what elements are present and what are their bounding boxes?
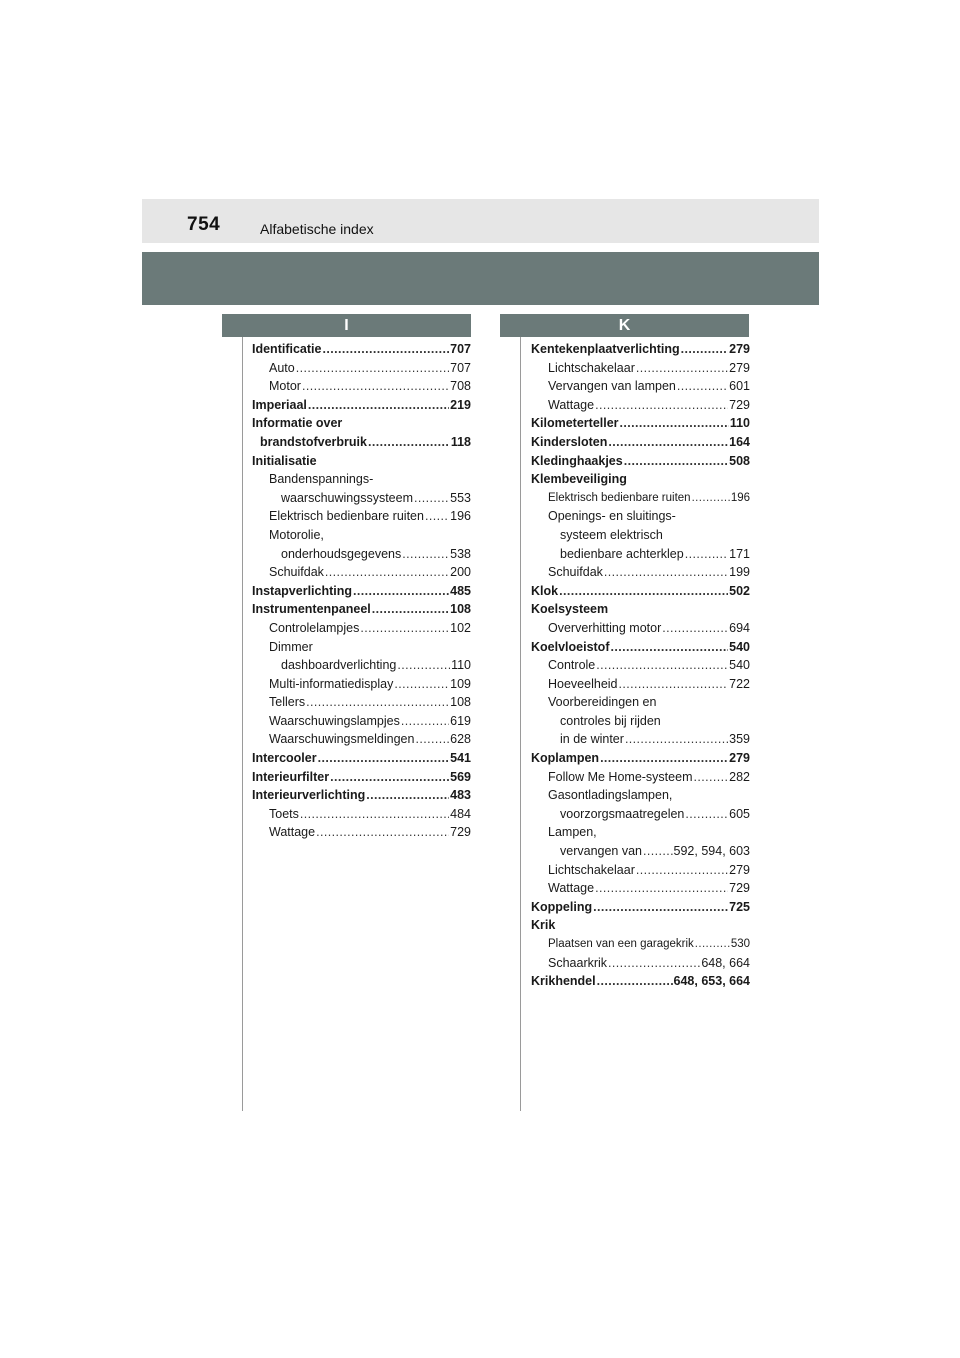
index-term: brandstofverbruik [260,434,367,449]
dot-leader [685,805,728,824]
page-reference: 538 [450,546,471,561]
page-reference: 648, 664 [701,955,750,970]
index-term: Motor [269,379,301,394]
dot-leader [368,433,450,452]
index-term: waarschuwingssysteem [281,490,413,505]
index-term: Instrumentenpaneel [252,602,371,617]
page-reference: 708 [450,379,471,394]
index-entry [531,414,750,433]
index-entry [531,600,750,619]
index-column-k [531,340,750,991]
dot-leader [604,563,728,582]
index-entry [531,656,750,675]
page-reference: 279 [729,342,750,356]
index-term: bedienbare achterklep [560,546,684,561]
dot-leader [372,600,449,619]
page-reference: 110 [451,658,471,673]
page-reference: 485 [450,583,471,598]
index-entry [531,935,750,954]
index-entry [531,563,750,582]
dot-leader [316,823,449,842]
index-term: Voorbereidingen en [548,695,657,710]
index-term: Vervangen van lampen [548,379,676,394]
index-entry [252,823,471,842]
page-reference: 729 [450,825,471,840]
index-term: Identificatie [252,342,322,356]
page-reference: 729 [729,881,750,896]
index-term: dashboardverlichting [281,658,397,673]
index-term: Bandenspannings- [269,472,374,487]
dot-leader [322,340,449,359]
dot-leader [608,433,728,452]
page-reference: 707 [450,360,471,375]
index-entry [252,712,471,731]
index-term: Oververhitting motor [548,620,662,635]
index-entry [531,526,750,545]
page-reference: 108 [450,695,471,710]
index-term: Instapverlichting [252,583,353,598]
page-reference: 164 [729,434,750,449]
index-entry [252,452,471,471]
page-reference: 200 [450,565,471,580]
page-reference: 110 [729,416,750,431]
index-term: Follow Me Home-systeem [548,769,693,784]
index-term: Multi-informatiedisplay [269,676,394,691]
dot-leader [366,786,449,805]
index-entry [531,433,750,452]
dot-leader [593,898,728,917]
index-column-i [252,340,471,842]
page-reference: 118 [450,434,471,449]
index-term: Controle [548,658,596,673]
index-term: Wattage [269,825,316,840]
index-entry [531,507,750,526]
index-term: Elektrisch bedienbare ruiten [548,491,691,504]
page-reference: 171 [729,546,750,561]
dot-leader [685,545,728,564]
page-reference: 601 [729,379,750,394]
index-term: Waarschuwingslampjes [269,713,400,728]
index-entry [531,861,750,880]
index-entry [252,433,471,452]
dot-leader [402,545,449,564]
column-divider-right [520,337,521,1111]
index-entry [252,693,471,712]
page-reference: 219 [450,397,471,412]
dot-leader [695,935,730,954]
index-term: systeem elektrisch [560,527,663,542]
index-term: Elektrisch bedienbare ruiten [269,509,424,524]
index-term: Kledinghaakjes [531,453,623,468]
index-term: Lampen, [548,825,597,840]
index-entry [252,656,471,675]
page-reference: 628 [450,732,471,747]
page-reference: 484 [450,806,471,821]
index-entry [531,954,750,973]
page-reference: 648, 653, 664 [673,974,750,989]
index-entry [531,972,750,991]
dot-leader [611,638,729,657]
index-term: controles bij rijden [560,713,661,728]
dot-leader [595,396,728,415]
index-term: Lichtschakelaar [548,360,635,375]
index-entry [252,359,471,378]
page-reference: 279 [729,751,750,766]
index-entry [531,470,750,489]
page-reference: 279 [729,862,750,877]
index-term: Klok [531,583,559,598]
dot-leader [302,377,449,396]
dot-leader [308,396,449,415]
index-entry [531,879,750,898]
index-entry [531,396,750,415]
dot-leader [595,879,728,898]
index-entry [531,545,750,564]
index-entry [531,749,750,768]
index-term: Controlelampjes [269,620,360,635]
index-entry [252,489,471,508]
page-reference: 502 [729,583,750,598]
page-reference: 109 [450,676,471,691]
index-term: in de winter [560,732,624,747]
index-term: Wattage [548,881,595,896]
index-term: Initialisatie [252,453,317,468]
dot-leader [414,489,449,508]
index-term: Koppeling [531,899,593,914]
dot-leader [559,582,728,601]
dot-leader [330,768,449,787]
index-entry [252,563,471,582]
page-reference: 359 [729,732,750,747]
dot-leader [415,730,449,749]
index-term: vervangen van [560,844,643,859]
dot-leader [296,359,449,378]
index-term: Toets [269,806,299,821]
page-reference: 540 [729,658,750,673]
index-term: Hoeveelheid [548,676,618,691]
dot-leader [353,582,449,601]
index-term: Schuifdak [548,565,603,580]
page-reference: 508 [729,453,750,468]
page-reference: 108 [450,602,471,617]
index-entry [531,693,750,712]
index-entry [252,340,471,359]
index-entry [252,805,471,824]
page-reference: 707 [450,342,471,356]
index-entry [252,675,471,694]
index-entry [531,377,750,396]
index-entry [531,805,750,824]
index-term: Krikhendel [531,974,596,989]
index-entry [531,823,750,842]
page-reference: 592, 594, 603 [673,844,750,859]
index-entry [252,600,471,619]
page-reference: 694 [729,620,750,635]
dot-leader [636,359,728,378]
index-entry [252,526,471,545]
page-reference: 569 [450,769,471,784]
index-entry [252,619,471,638]
index-entry [531,340,750,359]
page-reference: 196 [730,491,750,504]
dot-leader [677,377,728,396]
header-bar [142,199,819,243]
index-entry [252,749,471,768]
dot-leader [692,489,730,508]
index-term: Interieurfilter [252,769,330,784]
index-term: Kindersloten [531,434,608,449]
index-term: Informatie over [252,416,343,431]
index-entry [531,898,750,917]
index-term: Schuifdak [269,565,324,580]
letter-header-i: I [222,314,471,337]
index-entry [531,582,750,601]
section-title: Alfabetische index [260,221,374,237]
page-reference: 619 [450,713,471,728]
dot-leader [619,675,729,694]
index-term: Koelsysteem [531,602,609,617]
index-term: Schaarkrik [548,955,608,970]
page-reference: 199 [729,565,750,580]
dot-leader [325,563,449,582]
index-term: Waarschuwingsmeldingen [269,732,415,747]
index-entry [252,545,471,564]
index-entry [531,730,750,749]
index-term: Interieurverlichting [252,788,366,803]
page-number: 754 [187,214,221,235]
dot-leader [597,972,673,991]
index-entry [252,377,471,396]
dot-leader [662,619,728,638]
dot-leader [401,712,449,731]
index-entry [531,452,750,471]
index-term: Kilometerteller [531,416,619,431]
index-term: voorzorgsmaatregelen [560,806,685,821]
index-term: Gasontladingslampen, [548,788,673,803]
dot-leader [306,693,449,712]
index-term: Motorolie, [269,527,324,542]
dot-leader [360,619,449,638]
page-reference: 729 [729,397,750,412]
index-term: Plaatsen van een garagekrik [548,938,694,950]
page-reference: 605 [729,806,750,821]
dot-leader [397,656,450,675]
index-entry [531,489,750,508]
dot-leader [643,842,673,861]
index-term: Wattage [548,397,595,412]
dot-leader [636,861,728,880]
dot-leader [608,954,700,973]
index-entry [531,675,750,694]
index-entry [531,916,750,935]
index-entry [531,638,750,657]
index-entry [252,507,471,526]
index-entry [531,619,750,638]
index-term: Auto [269,360,295,375]
index-term: Kentekenplaatverlichting [531,342,680,356]
page-reference: 483 [450,788,471,803]
dot-leader [318,749,450,768]
index-entry [531,712,750,731]
dot-leader [624,452,728,471]
column-divider-left [242,337,243,1111]
dot-leader [620,414,729,433]
index-entry [252,768,471,787]
dot-leader [600,749,728,768]
index-entry [531,359,750,378]
index-entry [252,786,471,805]
page-reference: 196 [450,509,471,524]
index-term: Koelvloeistof [531,639,610,654]
index-term: Dimmer [269,639,313,654]
page-reference: 541 [450,751,471,766]
dot-leader [300,805,449,824]
index-entry [252,638,471,657]
index-entry [252,730,471,749]
index-term: Klembeveiliging [531,472,627,487]
letter-header-k: K [500,314,749,337]
index-entry [252,396,471,415]
page-reference: 540 [729,639,750,654]
index-term: Intercooler [252,751,317,766]
index-entry [531,842,750,861]
index-term: Openings- en sluitings- [548,509,676,524]
index-term: Lichtschakelaar [548,862,635,877]
index-term: Tellers [269,695,306,710]
dot-leader [394,675,449,694]
page-reference: 279 [729,360,750,375]
index-entry [531,786,750,805]
page-reference: 725 [729,899,750,914]
index-term: Koplampen [531,751,600,766]
dot-leader [625,730,728,749]
index-term: Imperiaal [252,397,307,412]
page-reference: 282 [729,769,750,784]
page-reference: 102 [450,620,471,635]
dot-leader [693,768,728,787]
dot-leader [425,507,449,526]
section-band [142,252,819,305]
index-term: Krik [531,918,556,933]
page-reference: 530 [730,938,750,950]
page-reference: 553 [450,490,471,505]
index-term: onderhoudsgegevens [281,546,402,561]
index-entry [252,470,471,489]
index-entry [252,414,471,433]
page-reference: 722 [729,676,750,691]
index-entry [531,768,750,787]
dot-leader [681,340,728,359]
dot-leader [596,656,728,675]
index-entry [252,582,471,601]
